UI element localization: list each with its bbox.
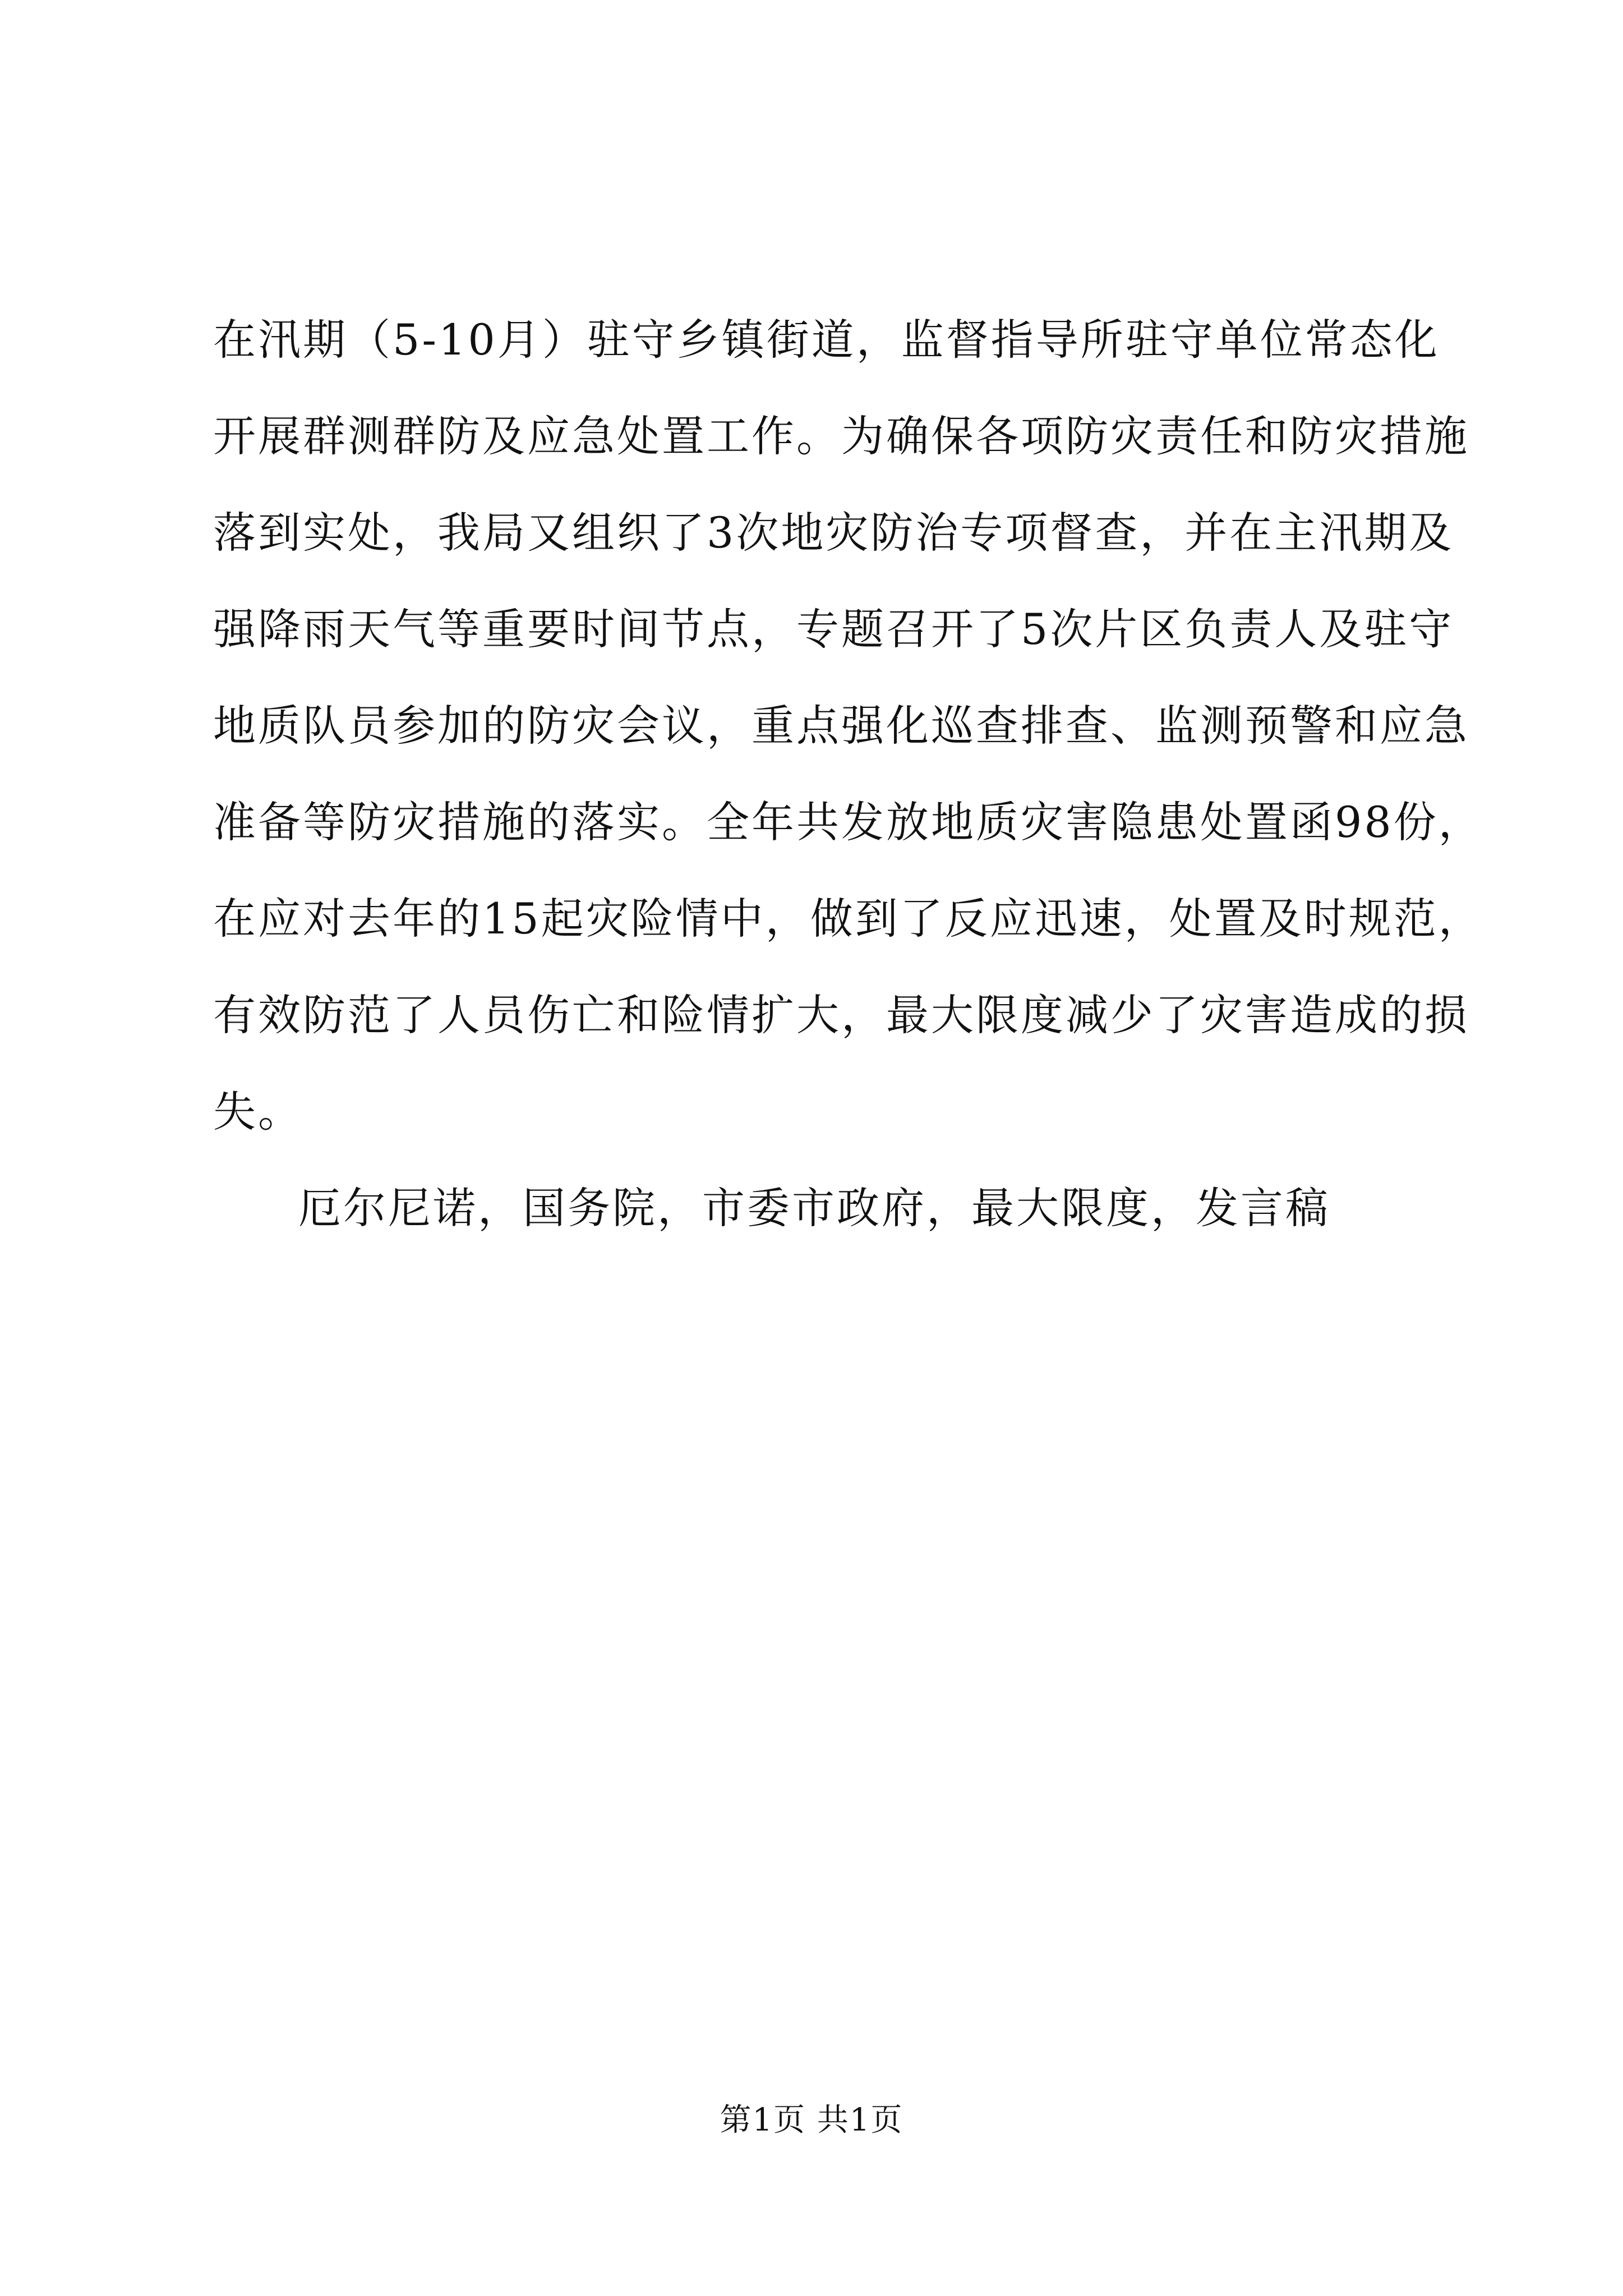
paragraph-line-7: 在应对去年的15起灾险情中，做到了反应迅速，处置及时规范， (213, 894, 1483, 944)
paragraph-line-6: 准备等防灾措施的落实。全年共发放地质灾害隐患处置函98份， (213, 797, 1483, 847)
keywords-line: 厄尔尼诺，国务院，市委市政府，最大限度，发言稿 (298, 1183, 1330, 1233)
paragraph-line-9: 失。 (213, 1087, 303, 1137)
body-paragraph (213, 292, 1483, 1257)
paragraph-line-4: 强降雨天气等重要时间节点，专题召开了5次片区负责人及驻守 (213, 604, 1454, 654)
paragraph-line-2: 开展群测群防及应急处置工作。为确保各项防灾责任和防灾措施 (213, 411, 1469, 461)
paragraph-line-8: 有效防范了人员伤亡和险情扩大，最大限度减少了灾害造成的损 (213, 990, 1469, 1040)
page-number-footer: 第1页 共1页 (720, 2102, 903, 2138)
paragraph-line-5: 地质队员参加的防灾会议，重点强化巡查排查、监测预警和应急 (213, 701, 1469, 751)
paragraph-line-3: 落到实处，我局又组织了3次地灾防治专项督查，并在主汛期及 (213, 508, 1454, 558)
paragraph-line-1: 在汛期（5-10月）驻守乡镇街道，监督指导所驻守单位常态化 (213, 315, 1440, 365)
